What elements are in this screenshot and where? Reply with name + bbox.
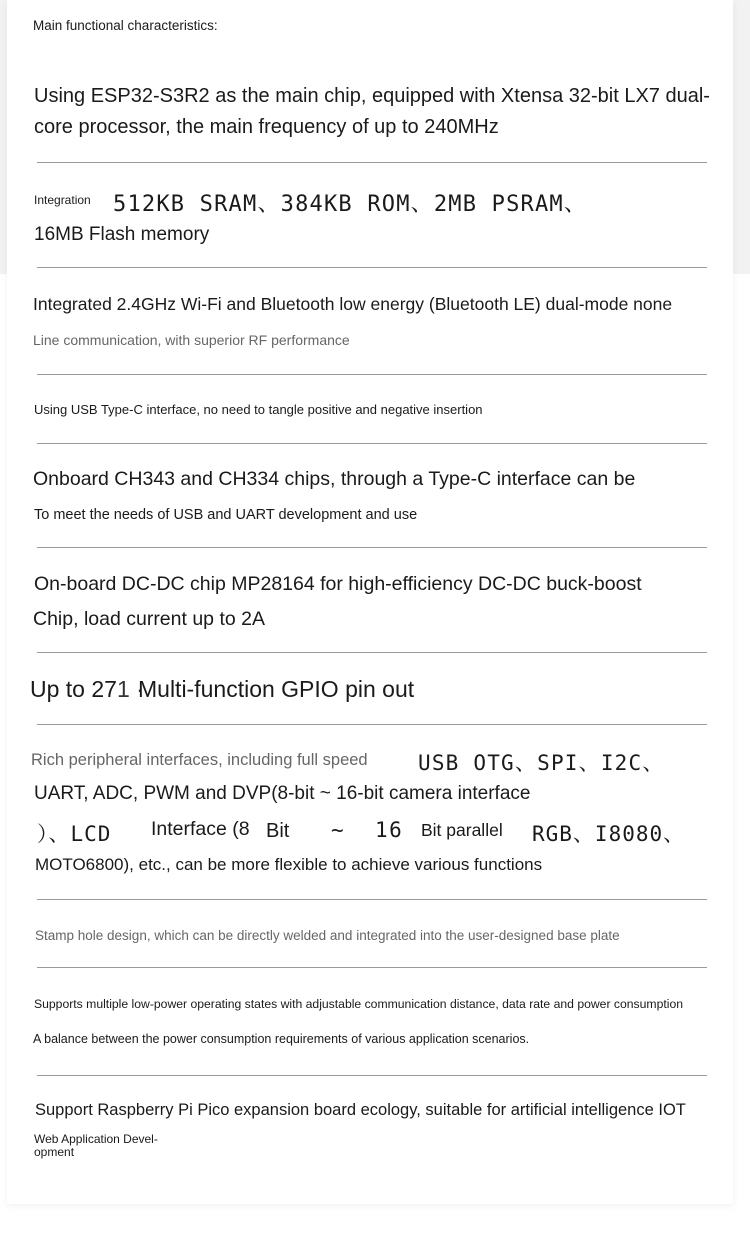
feature-peripherals-line3-interface: Interface (8 (151, 818, 250, 840)
feature-gpio-text: Multi-function GPIO pin out (138, 676, 415, 702)
divider (37, 1075, 707, 1076)
feature-onboard-chips-line1: Onboard CH343 and CH334 chips, through a Type-C interface can be (33, 468, 636, 490)
feature-low-power-line2: A balance between the power consumption requirements of various application scenarios. (33, 1032, 530, 1046)
feature-peripherals-line1-specs: USB OTG、SPI、I2C、 (418, 751, 665, 775)
feature-wireless-line2: Line communication, with superior RF performance (33, 332, 350, 348)
divider (37, 967, 707, 968)
feature-peripherals-line3-bit: Bit (266, 820, 290, 842)
divider (37, 652, 707, 653)
feature-usb-typec: Using USB Type-C interface, no need to tangle positive and negative insertion (34, 402, 483, 417)
feature-peripherals-line3-16: 16 (375, 818, 404, 842)
feature-main-chip-line1: Using ESP32-S3R2 as the main chip, equipped with Xtensa 32-bit LX7 dual- (34, 85, 710, 107)
feature-pico-line3: opment (34, 1145, 75, 1159)
feature-low-power-line1: Supports multiple low-power operating states with adjustable communication distance, data rate and power consumption (34, 997, 684, 1011)
feature-stamp-hole: Stamp hole design, which can be directly welded and integrated into the user-designed base plate (35, 928, 620, 943)
divider (37, 547, 707, 548)
features-card (7, 0, 733, 1204)
feature-memory-specs: 512KB SRAM、384KB ROM、2MB PSRAM、 (113, 192, 588, 217)
section-heading: Main functional characteristics: (33, 18, 218, 33)
feature-pico-line2: Web Application Devel- (34, 1132, 158, 1146)
divider (37, 162, 707, 163)
feature-wireless-line1: Integrated 2.4GHz Wi-Fi and Bluetooth low energy (Bluetooth LE) dual-mode none (33, 294, 673, 314)
feature-onboard-chips-line2: To meet the needs of USB and UART development and use (34, 507, 418, 523)
divider (37, 267, 707, 268)
feature-peripherals-line1-text: Rich peripheral interfaces, including full speed (31, 751, 368, 769)
feature-gpio-prefix: Up to 27 (30, 676, 117, 702)
feature-peripherals-line3-tilde: ~ (331, 818, 346, 842)
feature-pico-line1: Support Raspberry Pi Pico expansion board ecology, suitable for artificial intelligence IOT (35, 1101, 686, 1119)
feature-peripherals-line3-rgb: RGB、I8080、 (532, 822, 686, 846)
divider (37, 899, 707, 900)
divider (37, 374, 707, 375)
feature-memory-prefix: Integration (34, 193, 91, 207)
feature-peripherals-line2: UART, ADC, PWM and DVP(8-bit ~ 16-bit camera interface (34, 783, 531, 804)
feature-memory-line2: 16MB Flash memory (34, 224, 210, 245)
feature-gpio-overlap: 1 · (117, 676, 144, 702)
divider (37, 724, 707, 725)
feature-peripherals-line3-parallel: Bit parallel (421, 820, 503, 840)
feature-dcdc-line1: On-board DC-DC chip MP28164 for high-efficiency DC-DC buck-boost (34, 573, 642, 595)
divider (37, 443, 707, 444)
feature-main-chip-line2: core processor, the main frequency of up to 240MHz (34, 116, 499, 138)
feature-peripherals-line3-lcd: ）、LCD (37, 822, 112, 846)
feature-dcdc-line2: Chip, load current up to 2A (33, 608, 265, 630)
feature-peripherals-line4: MOTO6800), etc., can be more flexible to achieve various functions (35, 855, 543, 874)
